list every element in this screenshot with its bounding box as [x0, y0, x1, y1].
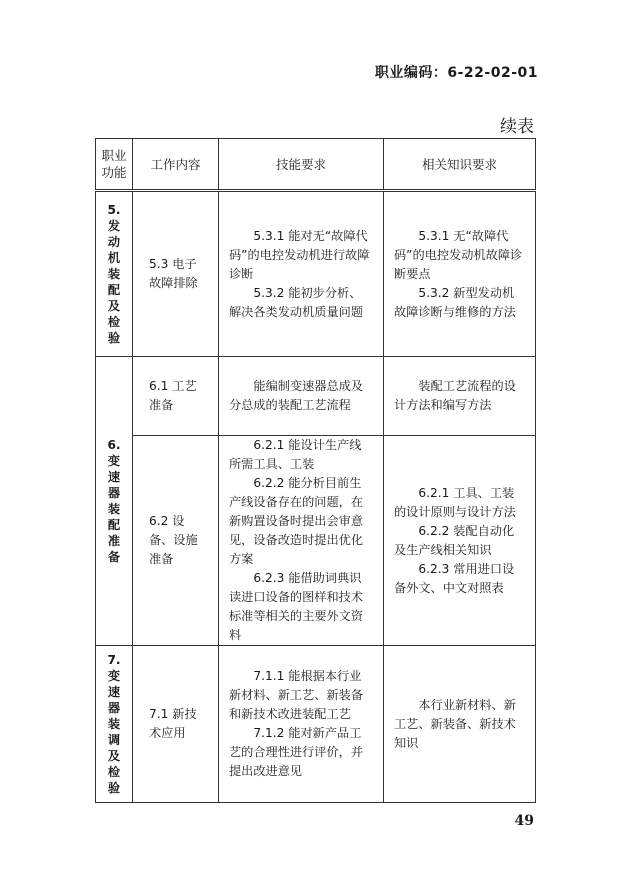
function-number: 5.: [107, 203, 121, 217]
work-content: 6.2 设备、设施准备: [133, 436, 219, 646]
skill-cell: [219, 357, 384, 436]
skill-item: 6.2.2 能分析目前生产线设备存在的问题，在新购置设备时提出会审意见，设备改造时提出优化方案: [229, 476, 364, 566]
knowledge-cell: [384, 357, 536, 436]
knowledge-item: 5.3.1 无“故障代码”的电控发动机故障诊断要点: [394, 228, 523, 281]
table-row: [96, 436, 536, 646]
header-content: 工作内容: [133, 139, 219, 191]
knowledge-item: 装配工艺流程的设计方法和编写方法: [394, 379, 516, 412]
table-row: [96, 357, 536, 436]
table-row: [96, 191, 536, 357]
function-title: 变速器装调及检验: [107, 669, 121, 795]
header-function: 职业功能: [96, 139, 133, 191]
skill-item: 能编制变速器总成及分总成的装配工艺流程: [229, 379, 364, 412]
function-title: 变速器装配准备: [107, 454, 121, 564]
function-cell: [96, 646, 133, 803]
function-number: 6.: [107, 438, 121, 452]
function-cell: [96, 191, 133, 357]
continued-label: 续表: [500, 117, 534, 137]
knowledge-item: 6.2.3 常用进口设备外文、中文对照表: [394, 561, 515, 595]
knowledge-cell: [384, 191, 536, 357]
skill-cell: [219, 436, 384, 646]
header-knowledge: 相关知识要求: [384, 139, 536, 191]
knowledge-item: 5.3.2 新型发动机故障诊断与维修的方法: [394, 285, 516, 319]
knowledge-cell: [384, 646, 536, 803]
skill-item: 5.3.2 能初步分析、解决各类发动机质量问题: [229, 285, 364, 319]
knowledge-item: 6.2.1 工具、工装的设计原则与设计方法: [394, 485, 516, 519]
skill-item: 5.3.1 能对无“故障代码”的电控发动机进行故障诊断: [229, 228, 370, 281]
skill-cell: [219, 646, 384, 803]
knowledge-item: 本行业新材料、新工艺、新装备、新技术知识: [394, 697, 516, 750]
skill-item: 6.2.1 能设计生产线所需工具、工装: [229, 438, 362, 471]
skill-item: 7.1.1 能根据本行业新材料、新工艺、新装备和新技术改进装配工艺: [229, 669, 364, 721]
page-number: 49: [514, 813, 534, 829]
occupation-code: 职业编码：6-22-02-01: [374, 65, 538, 81]
skill-cell: [219, 191, 384, 357]
knowledge-item: 6.2.2 装配自动化及生产线相关知识: [394, 523, 515, 557]
skills-table: [95, 138, 536, 803]
work-content: 6.1 工艺准备: [133, 357, 219, 436]
header-skill: 技能要求: [219, 139, 384, 191]
table-header-row: [96, 139, 536, 191]
function-number: 7.: [107, 653, 121, 667]
function-title: 发动机装配及检验: [107, 219, 121, 345]
skill-item: 7.1.2 能对新产品工艺的合理性进行评价，并提出改进意见: [229, 726, 364, 778]
function-cell: [96, 357, 133, 646]
knowledge-cell: [384, 436, 536, 646]
work-content: 7.1 新技术应用: [133, 646, 219, 803]
skill-item: 6.2.3 能借助词典识读进口设备的图样和技术标准等相关的主要外文资料: [229, 571, 364, 642]
work-content: 5.3 电子故障排除: [133, 191, 219, 357]
table-row: [96, 646, 536, 803]
